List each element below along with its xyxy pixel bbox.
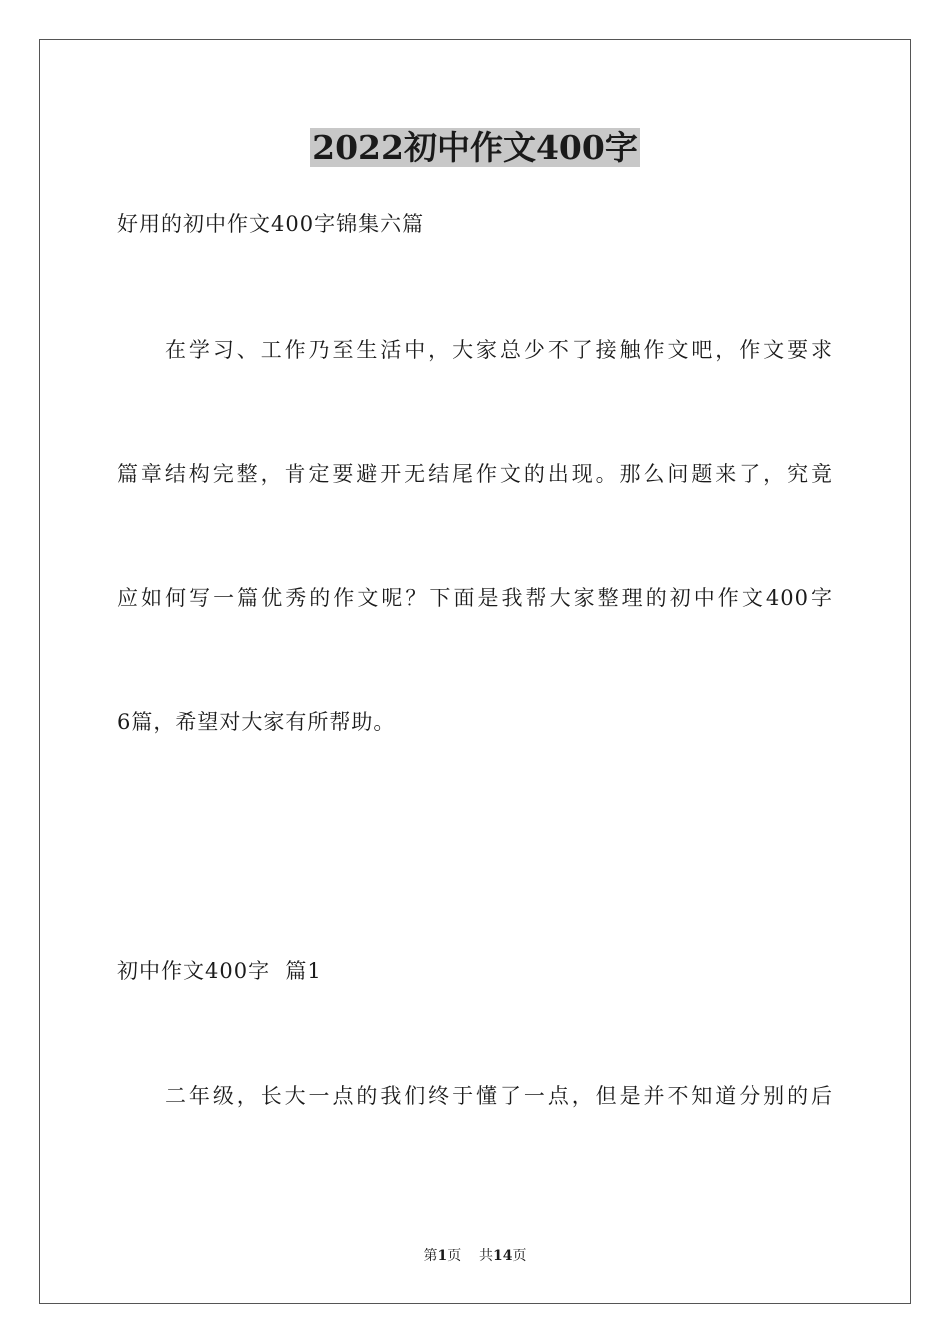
footer-page-suffix: 页 <box>447 1248 462 1264</box>
title-highlight: 2022初中作文400字 <box>312 128 638 167</box>
footer-page-number: 1 <box>437 1248 448 1264</box>
document-title <box>0 128 950 168</box>
section-first-line: 二年级，长大一点的我们终于懂了一点，但是并不知道分别的后 <box>165 1084 833 1108</box>
footer-page-prefix: 第 <box>423 1248 438 1264</box>
intro-line-1: 在学习、工作乃至生活中，大家总少不了接触作文吧，作文要求 <box>165 338 833 362</box>
section-heading: 初中作文400字 篇1 <box>117 959 322 983</box>
intro-line-2: 篇章结构完整，肯定要避开无结尾作文的出现。那么问题来了，究竟 <box>117 462 833 486</box>
footer-total-suffix: 页 <box>512 1248 527 1264</box>
page-footer <box>0 1247 950 1265</box>
footer-total-pages: 14 <box>493 1248 513 1264</box>
document-subtitle: 好用的初中作文400字锦集六篇 <box>117 212 425 236</box>
footer-total-prefix: 共 <box>479 1248 494 1264</box>
intro-line-3: 应如何写一篇优秀的作文呢？下面是我帮大家整理的初中作文400字 <box>117 586 833 610</box>
intro-line-4: 6篇，希望对大家有所帮助。 <box>117 710 396 734</box>
